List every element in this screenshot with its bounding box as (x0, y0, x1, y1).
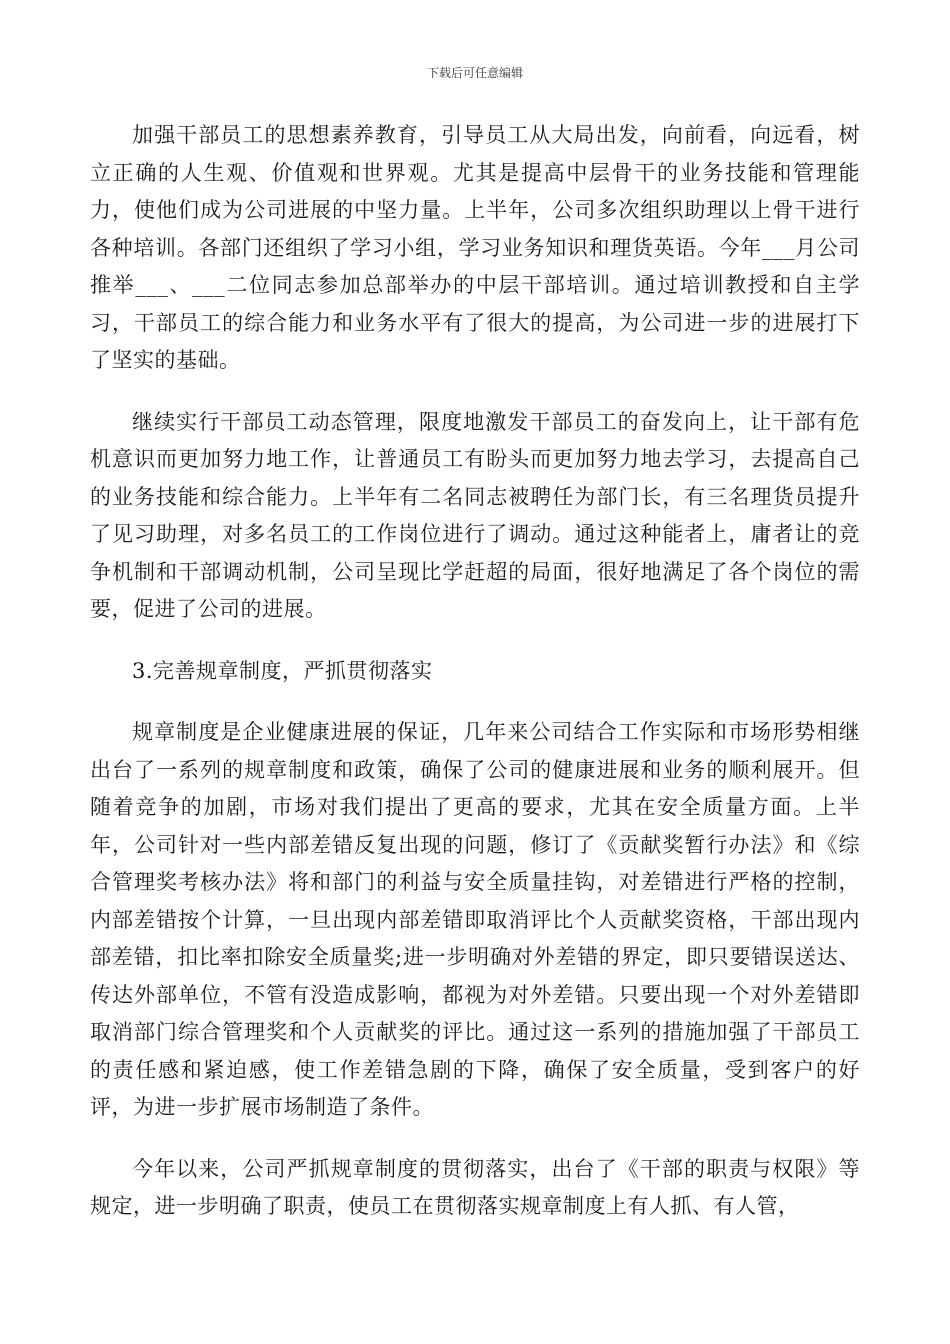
section-heading-rules: 3.完善规章制度，严抓贯彻落实 (132, 658, 433, 683)
paragraph-dynamic-management: 继续实行干部员工动态管理，限度地激发干部员工的奋发向上，让干部有危机意识而更加努力地工作，让普通员工有盼头而更加努力地去学习，去提高自己的业务技能和综合能力。上半年有二名同志被聘任为部门长，有三名理货员提升了见习助理，对多名员工的工作岗位进行了调动。通过这种能者上，庸者让的竞争机制和干部调动机制，公司呈现比学赶超的局面，很好地满足了各个岗位的需要，促进了公司的进展。 (90, 409, 860, 621)
document-body (90, 117, 860, 1226)
paragraph-cadre-education: 加强干部员工的思想素养教育，引导员工从大局出发，向前看，向远看，树立正确的人生观、价值观和世界观。尤其是提高中层骨干的业务技能和管理能力，使他们成为公司进展的中坚力量。上半年，公司多次组织助理以上骨干进行各种培训。各部门还组织了学习小组，学习业务知识和理货英语。今年___月公司推举___、___二位同志参加总部举办的中层干部培训。通过培训教授和自主学习，干部员工的综合能力和业务水平有了很大的提高，为公司进一步的进展打下了坚实的基础。 (90, 123, 860, 372)
paragraph-rules-implementation: 今年以来，公司严抓规章制度的贯彻落实，出台了《干部的职责与权限》等规定，进一步明确了职责，使员工在贯彻落实规章制度上有人抓、有人管， (90, 1156, 860, 1218)
page-header-note: 下载后可任意编辑 (426, 66, 523, 80)
paragraph-rules-system: 规章制度是企业健康进展的保证，几年来公司结合工作实际和市场形势相继出台了一系列的规章制度和政策，确保了公司的健康进展和业务的顺利展开。但随着竞争的加剧，市场对我们提出了更高的要求，尤其在安全质量方面。上半年，公司针对一些内部差错反复出现的问题，修订了《贡献奖暂行办法》和《综合管理奖考核办法》将和部门的利益与安全质量挂钩，对差错进行严格的控制，内部差错按个计算，一旦出现内部差错即取消评比个人贡献奖资格，干部出现内部差错，扣比率扣除安全质量奖;进一步明确对外差错的界定，即只要错误送达、传达外部单位，不管有没造成影响，都视为对外差错。只要出现一个对外差错即取消部门综合管理奖和个人贡献奖的评比。通过这一系列的措施加强了干部员工的责任感和紧迫感，使工作差错急剧的下降，确保了安全质量，受到客户的好评，为进一步扩展市场制造了条件。 (90, 720, 860, 1119)
